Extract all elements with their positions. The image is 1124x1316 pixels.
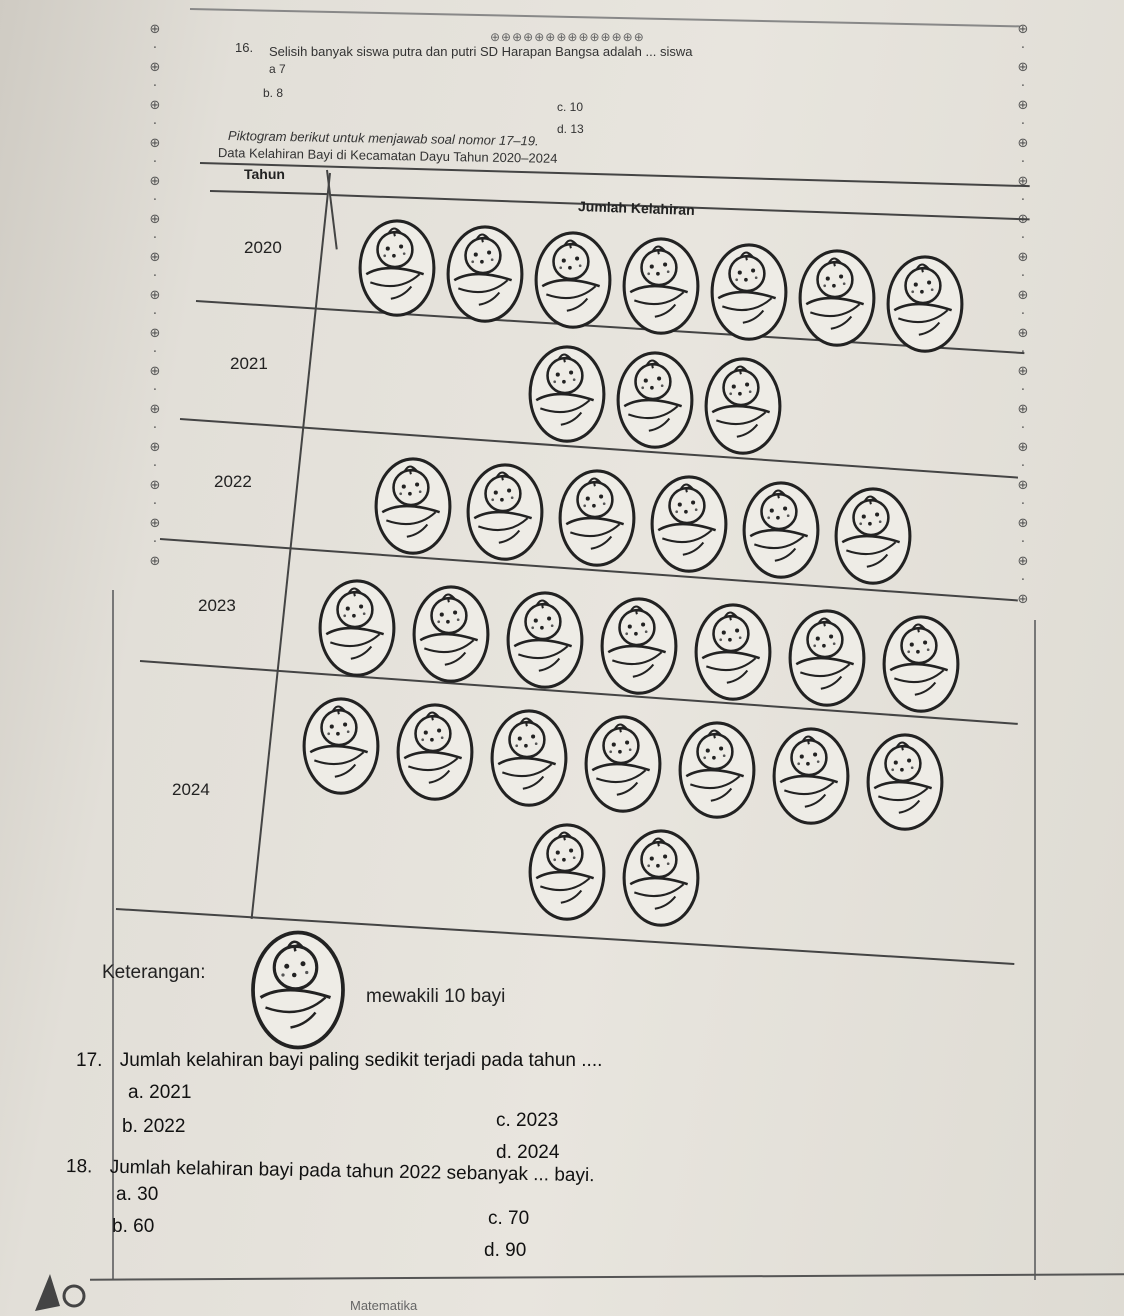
baby-icon bbox=[556, 464, 638, 568]
baby-icon bbox=[796, 244, 878, 348]
q18-option-a: a. 30 bbox=[116, 1184, 159, 1205]
option-d: d. 13 bbox=[557, 122, 584, 136]
question-number: 18. bbox=[65, 1156, 93, 1178]
baby-icon bbox=[394, 698, 476, 802]
column-header-year: Tahun bbox=[244, 166, 285, 182]
year-2024: 2024 bbox=[172, 780, 210, 799]
option-a: a 7 bbox=[269, 62, 286, 76]
question-number: 16. bbox=[235, 40, 254, 55]
pictogram-intro: Piktogram berikut untuk menjawab soal nomor 17–19. bbox=[227, 128, 539, 149]
year-2023: 2023 bbox=[198, 596, 236, 615]
footer-divider bbox=[90, 1273, 1124, 1280]
baby-icon bbox=[740, 476, 822, 580]
question-text: Jumlah kelahiran bayi paling sedikit terjadi pada tahun .... bbox=[119, 1050, 603, 1071]
table-top-border bbox=[200, 162, 1030, 187]
baby-icon bbox=[356, 214, 438, 318]
left-decorative-border: ⊕ · ⊕ · ⊕ · ⊕ · ⊕ · ⊕ · ⊕ · ⊕ · ⊕ · ⊕ · ⊕ · ⊕ · ⊕ · ⊕ · ⊕ bbox=[149, 22, 161, 569]
q17-option-d: d. 2024 bbox=[496, 1142, 560, 1163]
q17-option-c: c. 2023 bbox=[496, 1110, 559, 1131]
legend-text: mewakili 10 bayi bbox=[366, 986, 506, 1007]
legend-label: Keterangan: bbox=[102, 962, 206, 983]
question-text: Selisih banyak siswa putra dan putri SD Harapan Bangsa adalah ... siswa bbox=[269, 44, 693, 59]
q17-option-b: b. 2022 bbox=[122, 1116, 186, 1137]
decorative-dots: ⊕⊕⊕⊕⊕⊕⊕⊕⊕⊕⊕⊕⊕⊕ bbox=[490, 30, 645, 44]
q18-option-b: b. 60 bbox=[112, 1216, 155, 1237]
q17-option-a: a. 2021 bbox=[128, 1082, 192, 1103]
baby-icon bbox=[832, 482, 914, 586]
table-title: Data Kelahiran Bayi di Kecamatan Dayu Tahun 2020–2024 bbox=[217, 145, 558, 166]
baby-icon bbox=[300, 692, 382, 796]
baby-icon bbox=[770, 722, 852, 826]
right-decorative-border: ⊕ · ⊕ · ⊕ · ⊕ · ⊕ · · ⊕ · ⊕ · ⊕ ⊕ · ⊕ · ⊕ · ⊕ · ⊕ · ⊕ · ⊕ bbox=[1017, 22, 1029, 607]
baby-icon bbox=[248, 925, 348, 1050]
column-header-count: Jumlah Kelahiran bbox=[577, 197, 695, 219]
baby-icon bbox=[464, 458, 546, 562]
baby-icon bbox=[582, 710, 664, 814]
baby-icon bbox=[614, 346, 696, 450]
baby-icon bbox=[504, 586, 586, 690]
baby-icon bbox=[648, 470, 730, 574]
baby-icon bbox=[372, 452, 454, 556]
baby-icon bbox=[880, 610, 962, 714]
baby-icon bbox=[676, 716, 758, 820]
baby-icon bbox=[620, 232, 702, 336]
question-17 bbox=[76, 1050, 602, 1072]
question-number: 17. bbox=[76, 1050, 103, 1071]
question-text: Jumlah kelahiran bayi pada tahun 2022 sebanyak ... bayi. bbox=[109, 1156, 595, 1187]
baby-icon bbox=[444, 220, 526, 324]
baby-icon bbox=[884, 250, 966, 354]
baby-icon bbox=[692, 598, 774, 702]
table-header-divider bbox=[210, 190, 328, 195]
baby-icon bbox=[526, 340, 608, 444]
q18-option-d: d. 90 bbox=[484, 1240, 527, 1261]
baby-icon bbox=[316, 574, 398, 678]
baby-icon bbox=[532, 226, 614, 330]
option-b: b. 8 bbox=[263, 86, 284, 100]
baby-icon bbox=[702, 352, 784, 456]
footer-subject: Matematika bbox=[350, 1298, 418, 1313]
baby-icon bbox=[620, 824, 702, 928]
baby-icon bbox=[708, 238, 790, 342]
baby-icon bbox=[598, 592, 680, 696]
top-border-line bbox=[190, 8, 1020, 27]
right-margin-line bbox=[1034, 620, 1036, 1280]
baby-icon bbox=[526, 818, 608, 922]
q18-option-c: c. 70 bbox=[488, 1208, 530, 1229]
option-c: c. 10 bbox=[557, 100, 584, 114]
footer-logo-icon bbox=[30, 1266, 90, 1316]
year-2021: 2021 bbox=[230, 354, 268, 373]
year-2022: 2022 bbox=[214, 472, 252, 491]
baby-icon bbox=[410, 580, 492, 684]
baby-icon bbox=[864, 728, 946, 832]
baby-icon bbox=[488, 704, 570, 808]
year-2020: 2020 bbox=[244, 238, 282, 257]
baby-icon bbox=[786, 604, 868, 708]
